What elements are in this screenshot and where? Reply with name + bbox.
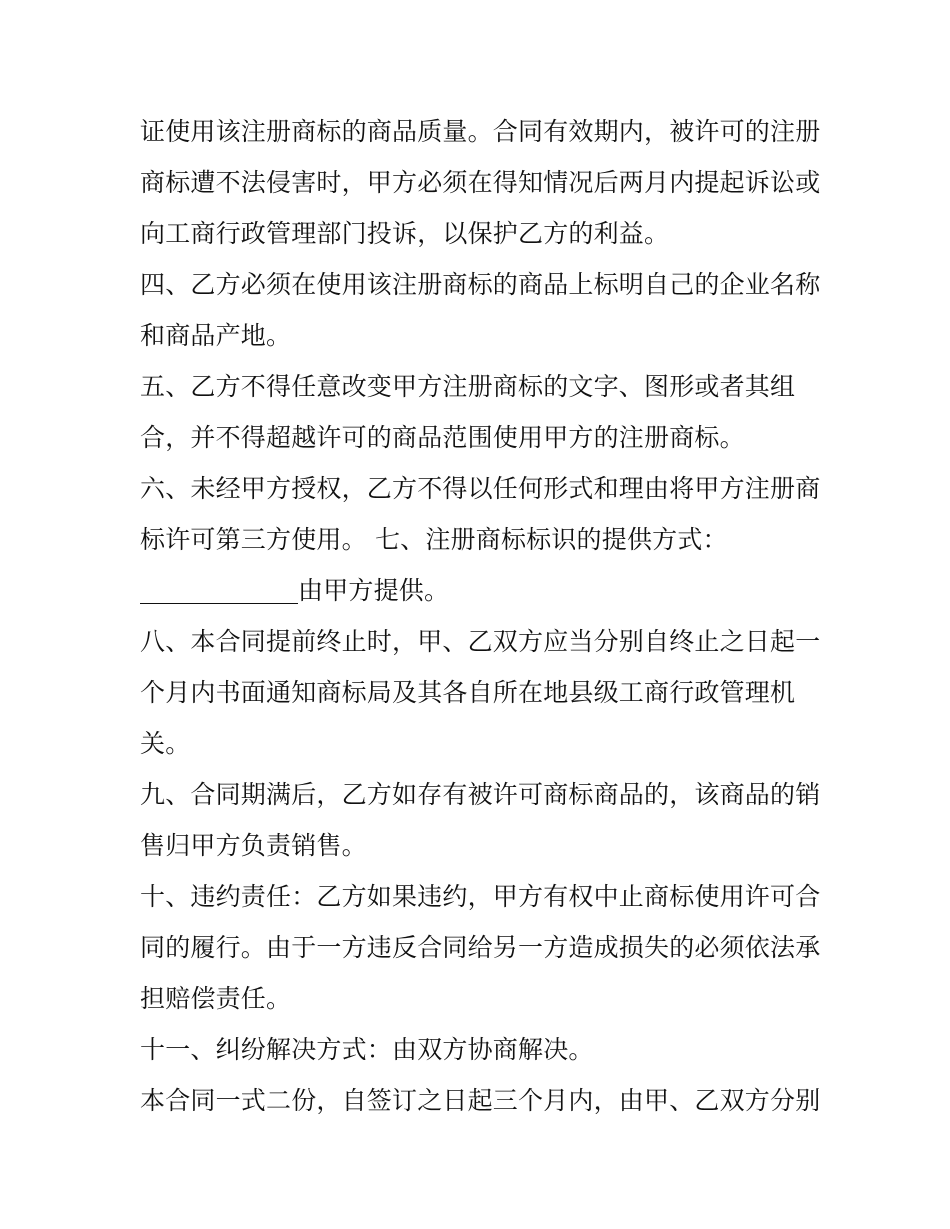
clause-7-line: 标许可第三方使用。 七、注册商标标识的提供方式： — [140, 525, 728, 554]
clause-4-line: 四、乙方必须在使用该注册商标的商品上标明自己的企业名称 — [140, 270, 821, 299]
text-line: 商标遭不法侵害时，甲方必须在得知情况后两月内提起诉讼或 — [140, 168, 821, 197]
fill-in-line — [140, 565, 820, 616]
clause-9-line: 九、合同期满后，乙方如存有被许可商标商品的，该商品的销 — [140, 780, 821, 809]
closing-line: 本合同一式二份，自签订之日起三个月内，由甲、乙双方分别 — [140, 1086, 821, 1115]
clause-8-line: 八、本合同提前终止时，甲、乙双方应当分别自终止之日起一 — [140, 627, 821, 656]
text-line: 证使用该注册商标的商品质量。合同有效期内，被许可的注册 — [140, 117, 821, 146]
clause-11-line: 十一、纠纷解决方式：由双方协商解决。 — [140, 1035, 594, 1064]
text-line: 向工商行政管理部门投诉，以保护乙方的利益。 — [140, 219, 670, 248]
fill-in-text: 由甲方提供。 — [298, 576, 450, 605]
clause-10-line: 十、违约责任：乙方如果违约，甲方有权中止商标使用许可合 — [140, 882, 821, 911]
text-line: 合，并不得超越许可的商品范围使用甲方的注册商标。 — [140, 423, 745, 452]
fill-in-blank[interactable] — [140, 573, 298, 604]
text-line: 同的履行。由于一方违反合同给另一方造成损失的必须依法承 — [140, 933, 821, 962]
text-line: 关。 — [140, 729, 191, 758]
text-line: 个月内书面通知商标局及其各自所在地县级工商行政管理机 — [140, 678, 796, 707]
text-line: 售归甲方负责销售。 — [140, 831, 367, 860]
clause-5-line: 五、乙方不得任意改变甲方注册商标的文字、图形或者其组 — [140, 372, 796, 401]
clause-6-line: 六、未经甲方授权，乙方不得以任何形式和理由将甲方注册商 — [140, 474, 821, 503]
text-line: 和商品产地。 — [140, 321, 292, 350]
text-line: 担赔偿责任。 — [140, 984, 292, 1013]
contract-text-block — [140, 106, 820, 1126]
